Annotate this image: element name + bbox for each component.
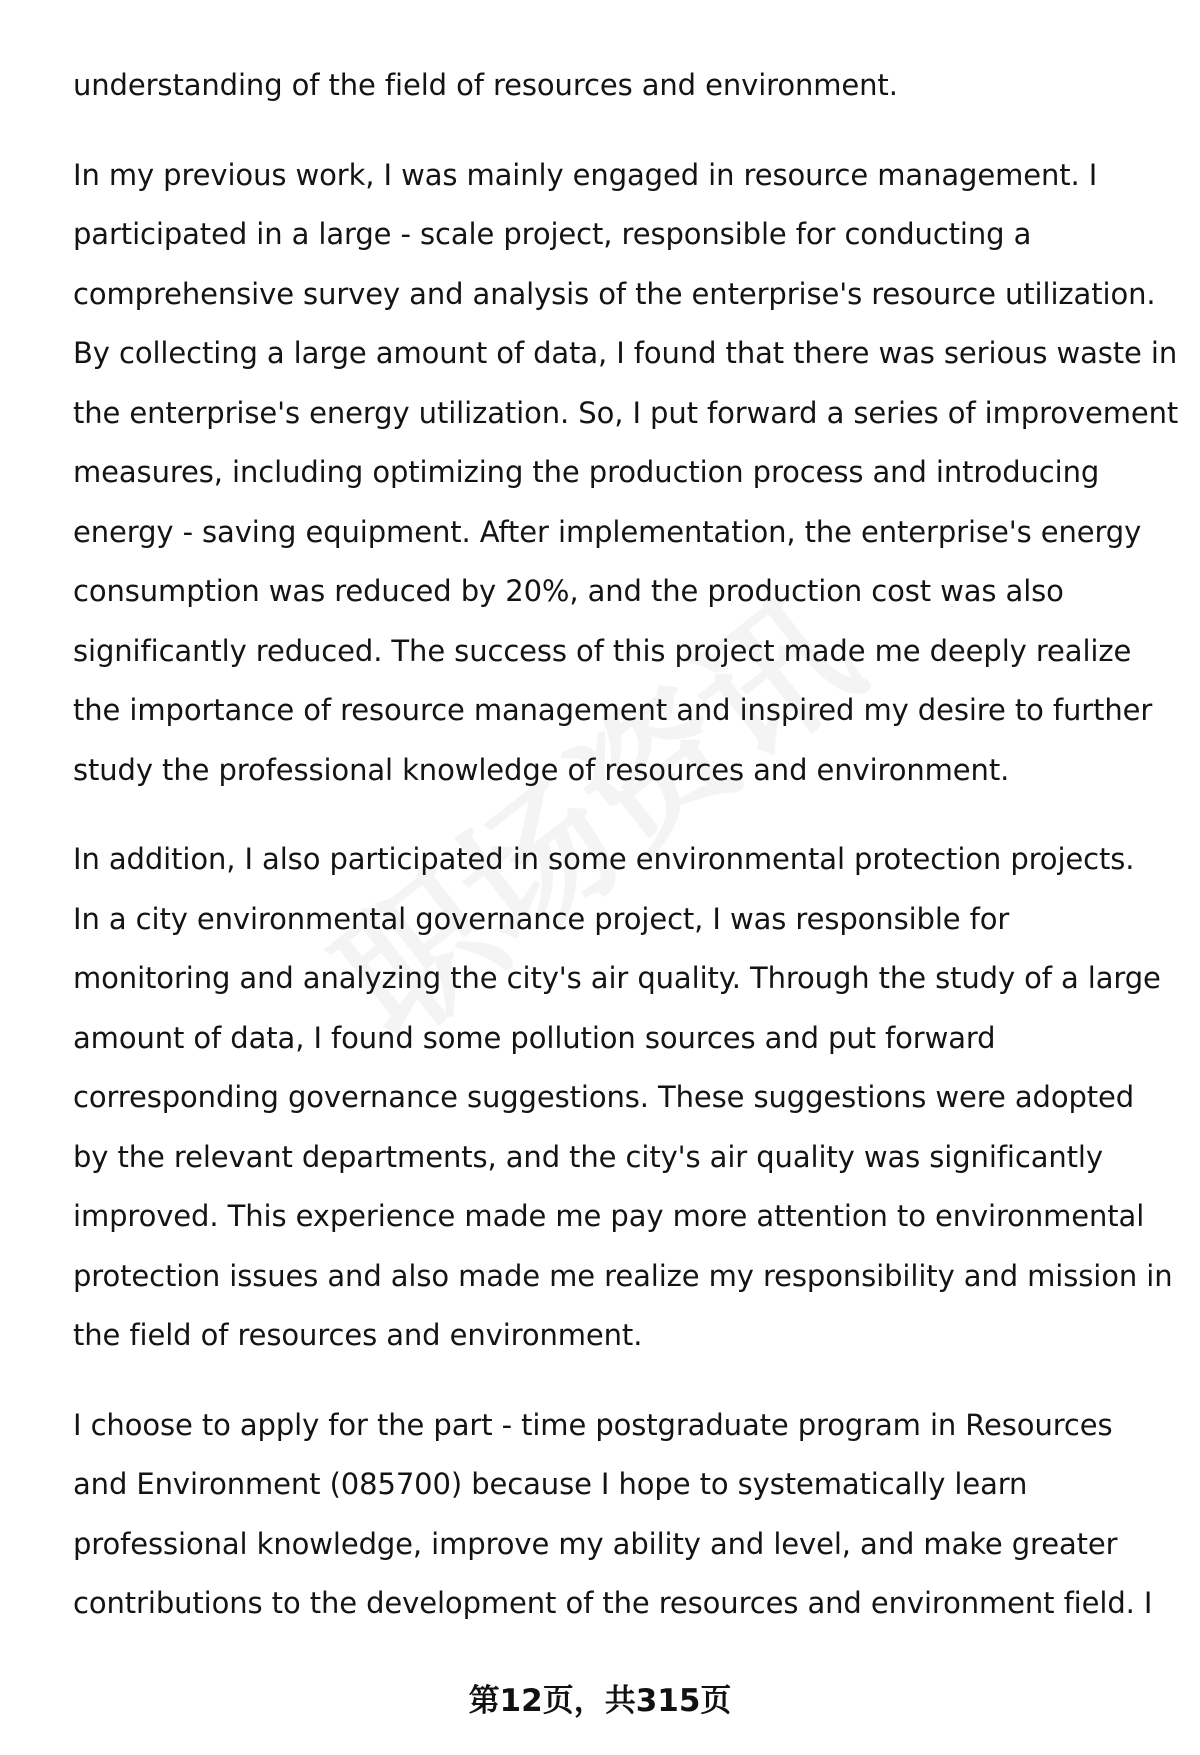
text-line: participated in a large - scale project, responsible for conducting a xyxy=(73,217,1032,251)
text-line: In my previous work, I was mainly engaged in resource management. I xyxy=(73,157,1098,192)
text-line: significantly reduced. The success of this project made me deeply realize xyxy=(73,633,1132,668)
text-line: the enterprise's energy utilization. So, I put forward a series of improvement xyxy=(73,395,1179,430)
text-line: energy - saving equipment. After implementation, the enterprise's energy xyxy=(73,514,1142,549)
text-line: contributions to the development of the resources and environment field. I xyxy=(73,1586,1153,1620)
text-line: the importance of resource management and inspired my desire to further xyxy=(73,693,1153,727)
text-line: In addition, I also participated in some environmental protection projects. xyxy=(73,842,1135,876)
text-line: professional knowledge, improve my ability and level, and make greater xyxy=(73,1526,1118,1561)
text-line: monitoring and analyzing the city's air quality. Through the study of a large xyxy=(73,961,1161,995)
document-body xyxy=(73,56,1179,1664)
text-line: In a city environmental governance project, I was responsible for xyxy=(73,901,1010,936)
paragraph xyxy=(73,56,1153,116)
text-line: consumption was reduced by 20%, and the production cost was also xyxy=(73,574,1064,608)
paragraph xyxy=(73,830,1173,1366)
page-number: 第12页，共315页 xyxy=(468,1683,732,1719)
text-line: study the professional knowledge of resources and environment. xyxy=(73,752,1010,787)
text-line: amount of data, I found some pollution sources and put forward xyxy=(73,1020,996,1055)
paragraph xyxy=(73,1396,1153,1634)
text-line: protection issues and also made me realize my responsibility and mission in xyxy=(73,1258,1173,1293)
text-line: and Environment (085700) because I hope to systematically learn xyxy=(73,1467,1028,1501)
paragraph xyxy=(73,146,1179,801)
text-line: I choose to apply for the part - time postgraduate program in Resources xyxy=(73,1407,1113,1442)
text-line: improved. This experience made me pay more attention to environmental xyxy=(73,1199,1145,1233)
text-line: the field of resources and environment. xyxy=(73,1318,643,1352)
text-line: measures, including optimizing the production process and introducing xyxy=(73,455,1100,489)
text-line: understanding of the field of resources and environment. xyxy=(73,68,898,102)
text-line: By collecting a large amount of data, I found that there was serious waste in xyxy=(73,336,1178,370)
text-line: comprehensive survey and analysis of the enterprise's resource utilization. xyxy=(73,276,1156,311)
text-line: by the relevant departments, and the city's air quality was significantly xyxy=(73,1139,1103,1174)
text-line: corresponding governance suggestions. These suggestions were adopted xyxy=(73,1080,1135,1114)
